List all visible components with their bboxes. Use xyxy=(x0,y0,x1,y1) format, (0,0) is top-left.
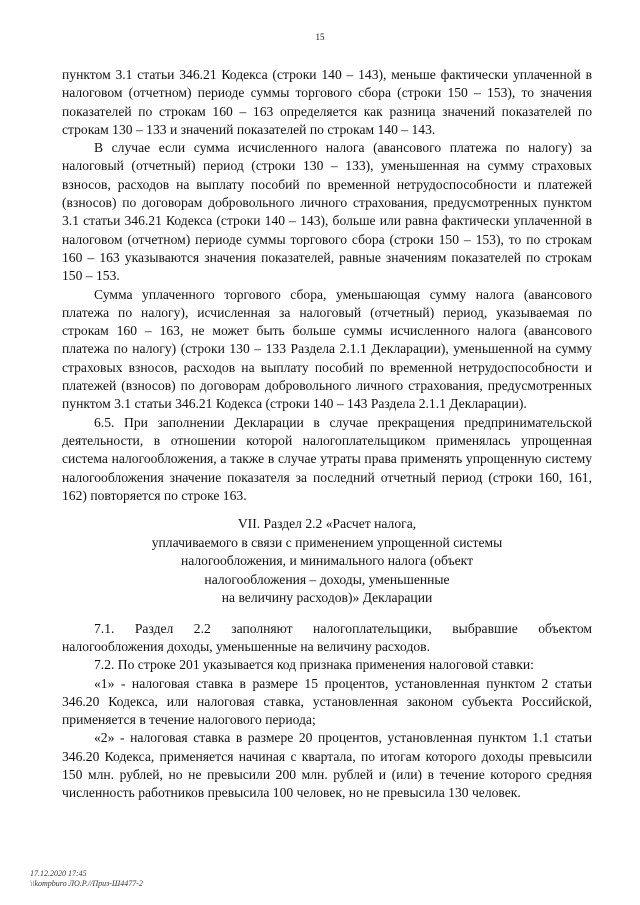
section-heading-line: VII. Раздел 2.2 «Расчет налога, xyxy=(237,516,417,532)
paragraph: «2» - налоговая ставка в размере 20 процентов, установленная пунктом 1.1 статьи 346.20 Кодекса, применяется начиная с квартала, по итогам которого доходы превысили 150 млн. рублей, но не превысили 200 млн. рублей и (или) в течение которого средняя численность работников превысила 100 человек, но не превысила 130 человек. xyxy=(62,730,592,801)
section-heading-line: уплачиваемого в связи с применением упрощенной системы xyxy=(151,534,503,550)
section-heading-line: на величину расходов)» Декларации xyxy=(221,590,433,606)
paragraph: Сумма уплаченного торгового сбора, уменьшающая сумму налога (авансового платежа по налогу), исчисленная за налоговый (отчетный) период, указываемая по строкам 160 – 163, не может быть больше суммы исчисленного налога (авансового платежа по налогу) (строки 130 – 133 Раздела 2.1.1 Декларации), уменьшенной на сумму страховых взносов, расходов на выплату пособий по временной нетрудоспособности и платежей (взносов) по договорам добровольного личного страхования, предусмотренных пунктом 3.1 статьи 346.21 Кодекса (строки 140 – 143 Раздела 2.1.1 Декларации). xyxy=(62,286,592,412)
paragraph: «1» - налоговая ставка в размере 15 процентов, установленная пунктом 2 статьи 346.20 Кодекса, или налоговая ставка, установленная законом субъекта Российской, применяется в течение налогового периода; xyxy=(62,675,592,728)
paragraph: 7.1. Раздел 2.2 заполняют налогоплательщики, выбравшие объектом налогообложения доходы, уменьшенные на величину расходов. xyxy=(62,620,592,654)
paragraph: 7.2. По строке 201 указывается код признака применения налоговой ставки: xyxy=(94,657,534,673)
section-heading-line: налогообложения – доходы, уменьшенные xyxy=(204,571,450,587)
paragraph: 6.5. При заполнении Декларации в случае прекращения предпринимательской деятельности, в отношении которой налогоплательщиком применялась упрощенная система налогообложения, а также в случае утраты права применять упрощенную систему налогообложения значение показателя за последний отчетный период (строки 160, 161, 162) повторяется по строке 163. xyxy=(62,414,592,503)
page-number: 15 xyxy=(315,32,325,42)
section-heading-line: налогообложения, и минимального налога (объект xyxy=(180,553,474,569)
footer-path: \\kompburo ЛО.Р.//Приз-Ш4477-2 xyxy=(30,879,143,888)
paragraph: пунктом 3.1 статьи 346.21 Кодекса (строки 140 – 143), меньше фактически уплаченной в налоговом (отчетном) периоде суммы торгового сбора (строки 150 – 153), то значения показателей по строкам 160 – 163 определяется как разница значений показателей по строкам 130 – 133 и значений показателей по строкам 140 – 143. xyxy=(62,67,592,137)
paragraph: В случае если сумма исчисленного налога (авансового платежа по налогу) за налоговый (отчетный) период (строки 130 – 133), уменьшенная на сумму страховых взносов, расходов на выплату пособий по временной нетрудоспособности и платежей (взносов) по договорам добровольного личного страхования, предусмотренных пунктом 3.1 статьи 346.21 Кодекса (строки 140 – 143), больше или равна фактически уплаченной в налоговом (отчетном) периоде суммы торгового сбора (строки 150 – 153), то по строкам 160 – 163 указываются значения показателей, равные значениям показателей по строкам 150 – 153. xyxy=(62,140,592,284)
document-body xyxy=(62,66,592,803)
section-heading xyxy=(62,515,592,608)
footer-date: 17.12.2020 17:45 xyxy=(30,869,87,878)
footer xyxy=(30,869,143,889)
